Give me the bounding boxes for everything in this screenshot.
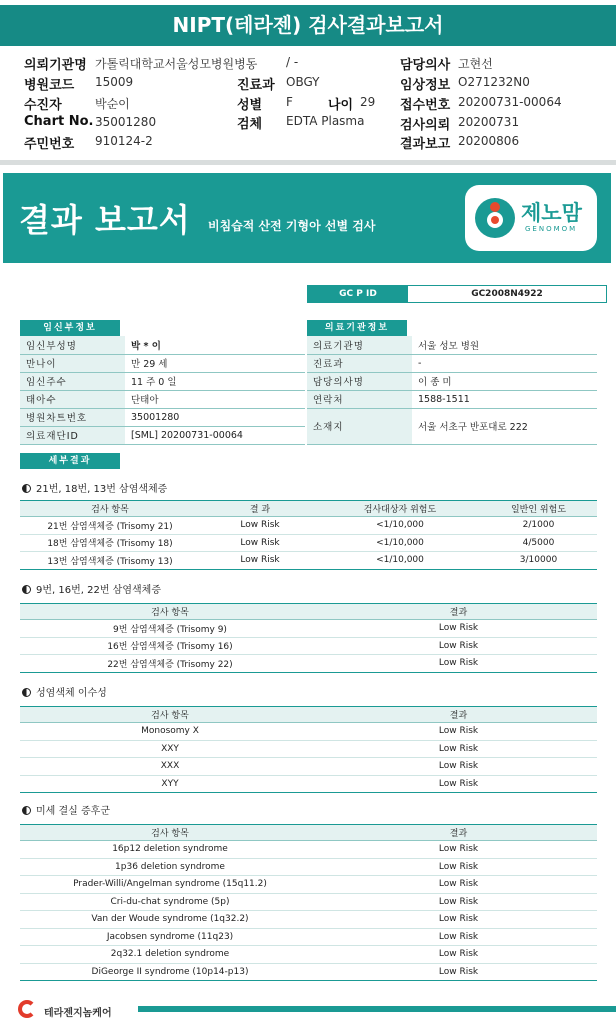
column-header: 결과 [320, 707, 597, 723]
order-meta [0, 54, 616, 154]
table-row [20, 620, 597, 638]
test-item: Jacobsen syndrome (11q23) [20, 928, 320, 946]
meta-key: 담당의사 [400, 58, 451, 73]
company-name: 테라젠지놈케어 [44, 1008, 112, 1019]
column-header: 결 과 [200, 501, 320, 517]
info-value: 단태아 [125, 390, 305, 408]
test-item: 21번 삼염색체증 (Trisomy 21) [20, 517, 200, 535]
test-item: 16번 삼염색체증 (Trisomy 16) [20, 637, 320, 655]
column-header: 결과 [320, 604, 597, 620]
info-label: 진료과 [307, 354, 412, 372]
test-item: Van der Woude syndrome (1q32.2) [20, 911, 320, 929]
result: Low Risk [320, 911, 597, 929]
table-row [20, 655, 597, 673]
meta-value: OBGY [286, 75, 320, 89]
info-label: 임신부성명 [20, 336, 125, 354]
mother-baby-icon [475, 198, 515, 238]
result: Low Risk [200, 517, 320, 535]
info-value: 박 * 이 [125, 336, 305, 354]
info-label: 의료기관명 [307, 336, 412, 354]
info-value: 서울 서초구 반포대로 222 [412, 408, 597, 444]
logo-name: 제노맘 [521, 201, 582, 225]
test-item: 22번 삼염색체증 (Trisomy 22) [20, 655, 320, 673]
general-risk: 3/10000 [480, 552, 597, 570]
sex-chromosome-table [20, 706, 597, 793]
meta-value: 20200806 [458, 134, 520, 148]
test-item: 13번 삼염색체증 (Trisomy 13) [20, 552, 200, 570]
divider [0, 160, 616, 165]
table-row [20, 858, 597, 876]
result: Low Risk [320, 963, 597, 981]
result: Low Risk [320, 740, 597, 758]
info-value: [SML] 20200731-00064 [125, 426, 305, 444]
test-item: DiGeorge II syndrome (10p14-p13) [20, 963, 320, 981]
meta-key: 진료과 [237, 78, 275, 93]
meta-value: 910124-2 [95, 134, 153, 148]
test-item: 9번 삼염색체증 (Trisomy 9) [20, 620, 320, 638]
meta-key: 나이 [328, 98, 354, 113]
meta-value: F [286, 95, 293, 109]
section-title: 미세 결실 증후군 [22, 802, 110, 817]
institution-info-table [307, 336, 597, 445]
meta-key: 성별 [237, 98, 263, 113]
info-label: 태아수 [20, 390, 125, 408]
meta-key: 수진자 [24, 98, 62, 113]
subject-risk: <1/10,000 [320, 517, 480, 535]
table-row [20, 928, 597, 946]
info-value: 1588-1511 [412, 390, 597, 408]
details-tag: 세부결과 [20, 453, 120, 469]
table-row [20, 390, 305, 408]
table-row [20, 336, 305, 354]
test-item: Prader-Willi/Angelman syndrome (15q11.2) [20, 876, 320, 894]
table-row [20, 723, 597, 741]
result: Low Risk [200, 552, 320, 570]
meta-value: 20200731-00064 [458, 95, 562, 109]
half-circle-icon [22, 688, 31, 697]
gcpid-label: GC P ID [308, 286, 408, 302]
gcpid-value: GC2008N4922 [471, 289, 543, 299]
table-header-row [20, 501, 597, 517]
meta-value: 가톨릭대학교서울성모병원병동 [95, 57, 258, 71]
meta-value: 20200731 [458, 115, 520, 129]
trisomy-21-18-13-table [20, 500, 597, 570]
info-value: 35001280 [125, 408, 305, 426]
column-header: 검사 항목 [20, 501, 200, 517]
column-header: 검사 항목 [20, 825, 320, 841]
table-row [307, 372, 597, 390]
result: Low Risk [320, 893, 597, 911]
banner-subtitle: 비침습적 산전 기형아 선별 검사 [208, 219, 376, 233]
meta-value: 고현선 [458, 57, 493, 71]
column-header: 결과 [320, 825, 597, 841]
info-label: 담당의사명 [307, 372, 412, 390]
table-header-row [20, 604, 597, 620]
table-row [20, 517, 597, 535]
info-label: 연락처 [307, 390, 412, 408]
test-item: 1p36 deletion syndrome [20, 858, 320, 876]
test-item: 16p12 deletion syndrome [20, 841, 320, 859]
table-row [20, 893, 597, 911]
half-circle-icon [22, 806, 31, 815]
general-risk: 4/5000 [480, 534, 597, 552]
meta-key: 접수번호 [400, 98, 451, 113]
column-header: 검사대상자 위험도 [320, 501, 480, 517]
result: Low Risk [320, 758, 597, 776]
test-item: XYY [20, 775, 320, 793]
result: Low Risk [320, 723, 597, 741]
table-row [20, 408, 305, 426]
table-row [20, 552, 597, 570]
table-row [20, 534, 597, 552]
gcpid-box [307, 285, 607, 303]
result: Low Risk [200, 534, 320, 552]
column-header: 검사 항목 [20, 604, 320, 620]
table-row [20, 354, 305, 372]
table-row [20, 372, 305, 390]
info-label: 소재지 [307, 408, 412, 444]
meta-key: 임상정보 [400, 78, 451, 93]
subject-risk: <1/10,000 [320, 552, 480, 570]
section-title: 9번, 16번, 22번 삼염색체증 [22, 581, 161, 596]
microdeletion-table [20, 824, 597, 981]
meta-key: 검사의뢰 [400, 118, 451, 133]
table-row [307, 408, 597, 444]
result: Low Risk [320, 775, 597, 793]
result: Low Risk [320, 655, 597, 673]
meta-value: 29 [360, 95, 376, 109]
result: Low Risk [320, 946, 597, 964]
general-risk: 2/1000 [480, 517, 597, 535]
meta-key: 검체 [237, 117, 263, 132]
subject-risk: <1/10,000 [320, 534, 480, 552]
section-title: 성염색체 이수성 [22, 684, 107, 699]
result: Low Risk [320, 928, 597, 946]
result: Low Risk [320, 858, 597, 876]
result: Low Risk [320, 876, 597, 894]
result: Low Risk [320, 620, 597, 638]
test-item: XXY [20, 740, 320, 758]
meta-key: Chart No. [24, 114, 94, 129]
section-title: 21번, 18번, 13번 삼염색체증 [22, 480, 167, 495]
table-row [20, 841, 597, 859]
info-value: 11 주 0 일 [125, 372, 305, 390]
meta-key: 의뢰기관명 [24, 58, 87, 73]
meta-key: 주민번호 [24, 137, 75, 152]
table-row [307, 390, 597, 408]
report-banner [3, 173, 611, 263]
meta-value: / - [286, 55, 299, 69]
patient-info-table [20, 336, 305, 445]
meta-value: 15009 [95, 75, 134, 89]
info-label: 만나이 [20, 354, 125, 372]
meta-value: EDTA Plasma [286, 114, 365, 128]
info-value: 만 29 세 [125, 354, 305, 372]
table-row [20, 758, 597, 776]
half-circle-icon [22, 484, 31, 493]
table-row [307, 336, 597, 354]
banner-title: 결과 보고서 [19, 201, 191, 239]
info-value: 서울 성모 병원 [412, 336, 597, 354]
info-label: 의료재단ID [20, 426, 125, 444]
logo-english: GENOMOM [525, 225, 578, 233]
test-item: 18번 삼염색체증 (Trisomy 18) [20, 534, 200, 552]
table-row [20, 740, 597, 758]
table-row [20, 426, 305, 444]
table-row [20, 876, 597, 894]
meta-key: 병원코드 [24, 78, 75, 93]
patient-info-tag: 임신부정보 [20, 320, 120, 336]
info-label: 병원차트번호 [20, 408, 125, 426]
test-item: 2q32.1 deletion syndrome [20, 946, 320, 964]
meta-value: 박순이 [95, 97, 130, 111]
report-header: NIPT(테라젠) 검사결과보고서 [0, 5, 616, 46]
column-header: 검사 항목 [20, 707, 320, 723]
info-value: - [412, 354, 597, 372]
table-row [20, 963, 597, 981]
trisomy-9-16-22-table [20, 603, 597, 673]
half-circle-icon [22, 585, 31, 594]
test-item: Cri-du-chat syndrome (5p) [20, 893, 320, 911]
table-row [20, 775, 597, 793]
info-label: 임신주수 [20, 372, 125, 390]
table-row [307, 354, 597, 372]
table-row [20, 911, 597, 929]
genomom-logo [465, 185, 597, 251]
meta-value: O271232N0 [458, 75, 530, 89]
meta-key: 결과보고 [400, 137, 451, 152]
test-item: XXX [20, 758, 320, 776]
theragen-logo-icon [18, 1000, 40, 1020]
table-row [20, 946, 597, 964]
info-value: 이 종 미 [412, 372, 597, 390]
result: Low Risk [320, 841, 597, 859]
result: Low Risk [320, 637, 597, 655]
footer-bar [138, 1006, 616, 1012]
table-header-row [20, 825, 597, 841]
test-item: Monosomy X [20, 723, 320, 741]
column-header: 일반인 위험도 [480, 501, 597, 517]
institution-info-tag: 의료기관정보 [307, 320, 407, 336]
meta-value: 35001280 [95, 115, 157, 129]
table-header-row [20, 707, 597, 723]
table-row [20, 637, 597, 655]
